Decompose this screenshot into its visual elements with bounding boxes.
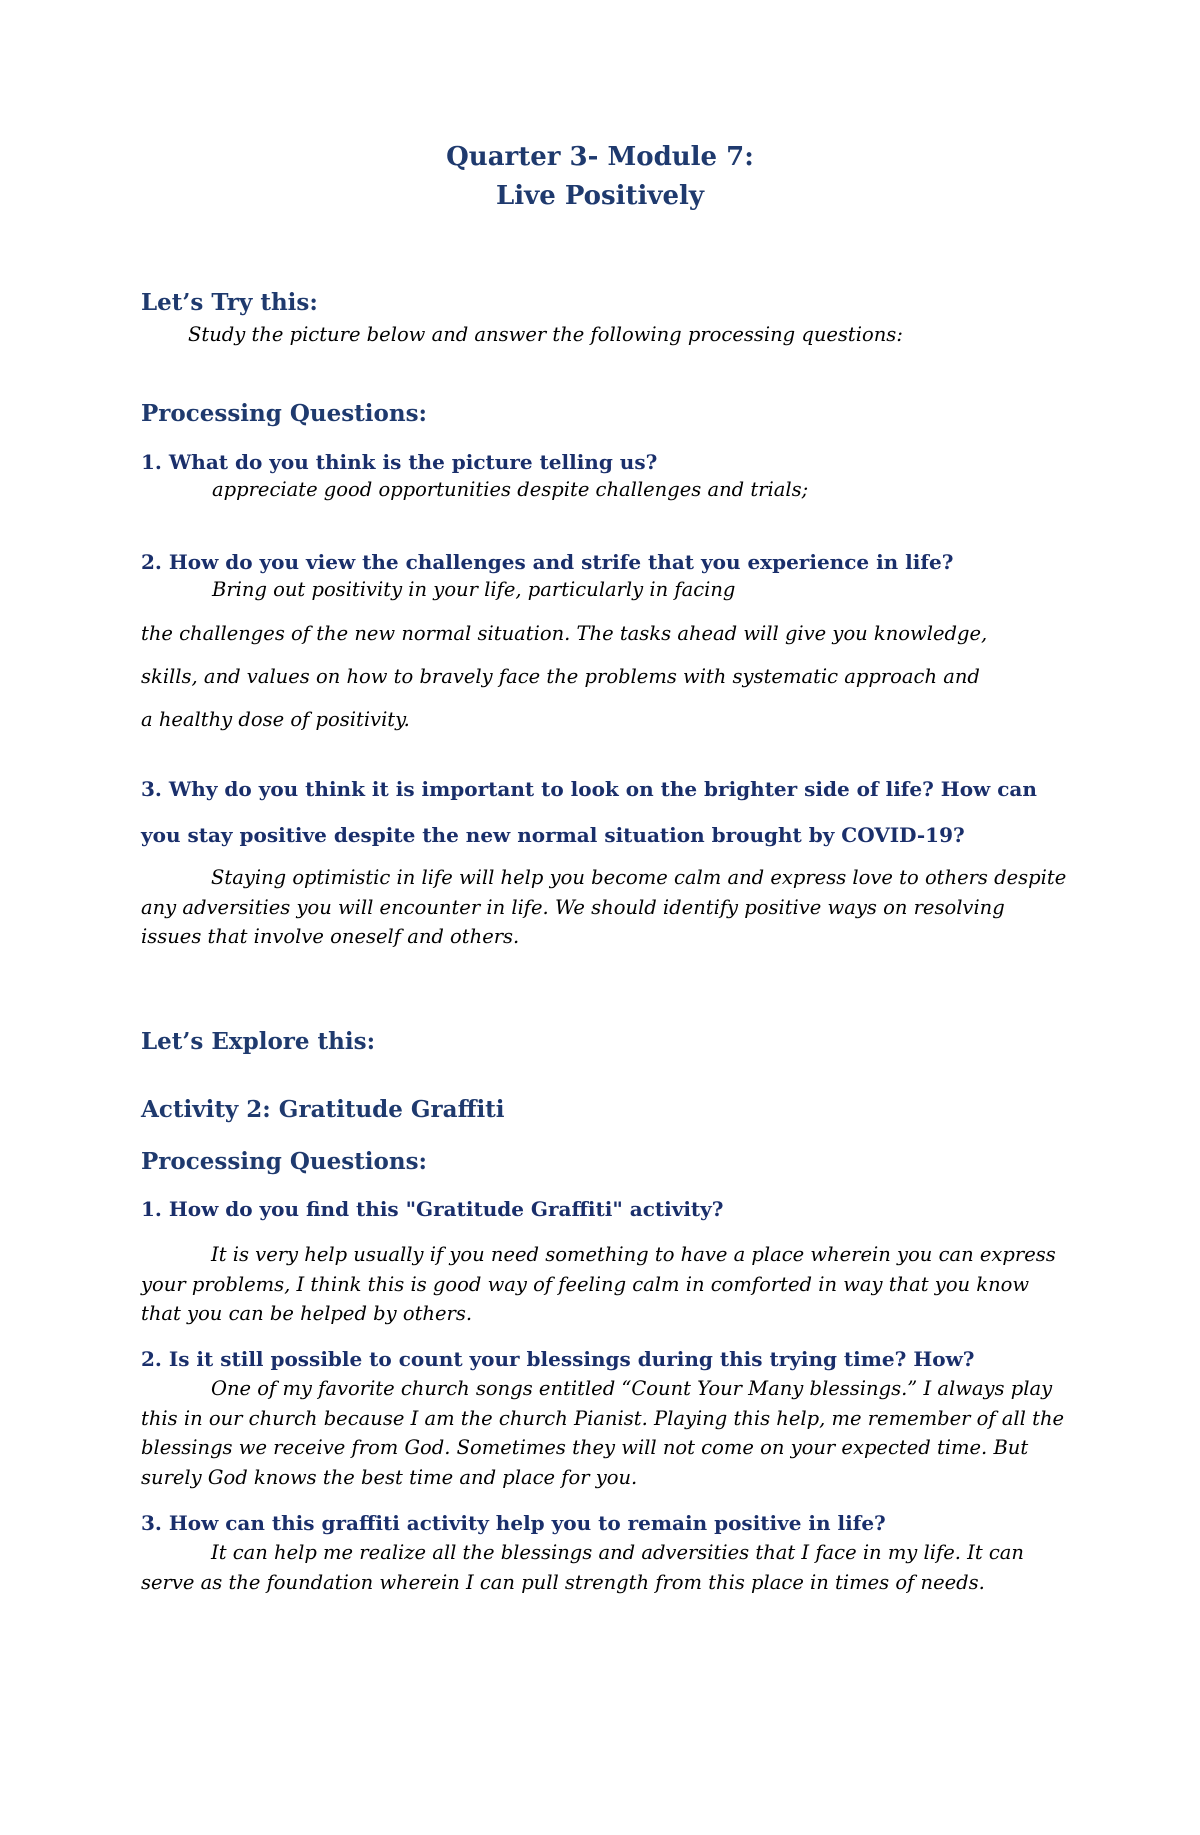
explore-answer-2: One of my favorite church songs entitled “Count Your Many blessings.” I always play this in our church because I am the church Pianist. Playing this help, me remember of all the blessings we receive from God. Sometimes they will not come on your expected time. But surely God knows the best time and place for you. — [141, 1377, 1065, 1489]
try-question-2: 2. How do you view the challenges and strife that you experience in life? — [141, 550, 954, 574]
explore-answer-1: It is very help usually if you need something to have a place wherein you can express your problems, I think this is good way of feeling calm in comforted in way that you know that you can be helped by others. — [141, 1243, 1056, 1325]
explore-question-1: 1. How do you find this "Gratitude Graffiti" activity? — [141, 1197, 724, 1221]
try-question-1: 1. What do you think is the picture telling us? — [141, 450, 658, 474]
module-title: Quarter 3- Module 7: — [446, 142, 754, 172]
try-answer-2-line-4: a healthy dose of positivity. — [141, 708, 410, 731]
explore-answer-3: It can help me realize all the blessings and adversities that I face in my life. It can serve as the foundation wherein I can pull strength from this place in times of needs. — [141, 1541, 1024, 1594]
lets-try-heading: Let’s Try this: — [141, 289, 318, 316]
lets-explore-heading: Let’s Explore this: — [141, 1028, 376, 1055]
try-answer-2-line-2: the challenges of the new normal situation. The tasks ahead will give you knowledge, — [141, 622, 988, 645]
processing-questions-heading-2: Processing Questions: — [141, 1148, 428, 1175]
try-instruction: Study the picture below and answer the following processing questions: — [188, 323, 903, 346]
activity-2-heading: Activity 2: Gratitude Graffiti — [141, 1096, 505, 1123]
module-subtitle: Live Positively — [495, 181, 705, 211]
try-answer-2-line-3: skills, and values on how to bravely face the problems with systematic approach and — [141, 665, 980, 688]
try-answer-2-line-1: Bring out positivity in your life, particularly in facing — [212, 578, 736, 601]
explore-question-2: 2. Is it still possible to count your blessings during this trying time? How? — [141, 1347, 975, 1371]
try-answer-3: Staying optimistic in life will help you become calm and express love to others despite any adversities you will encounter in life. We should identify positive ways on resolving issues that involve oneself and others. — [141, 866, 1067, 948]
try-answer-1: appreciate good opportunities despite challenges and trials; — [212, 478, 809, 501]
processing-questions-heading-1: Processing Questions: — [141, 400, 428, 427]
try-question-3-line-2: you stay positive despite the new normal situation brought by COVID-19? — [141, 823, 965, 847]
explore-question-3: 3. How can this graffiti activity help you to remain positive in life? — [141, 1511, 886, 1535]
try-question-3-line-1: 3. Why do you think it is important to look on the brighter side of life? How can — [141, 777, 1037, 801]
